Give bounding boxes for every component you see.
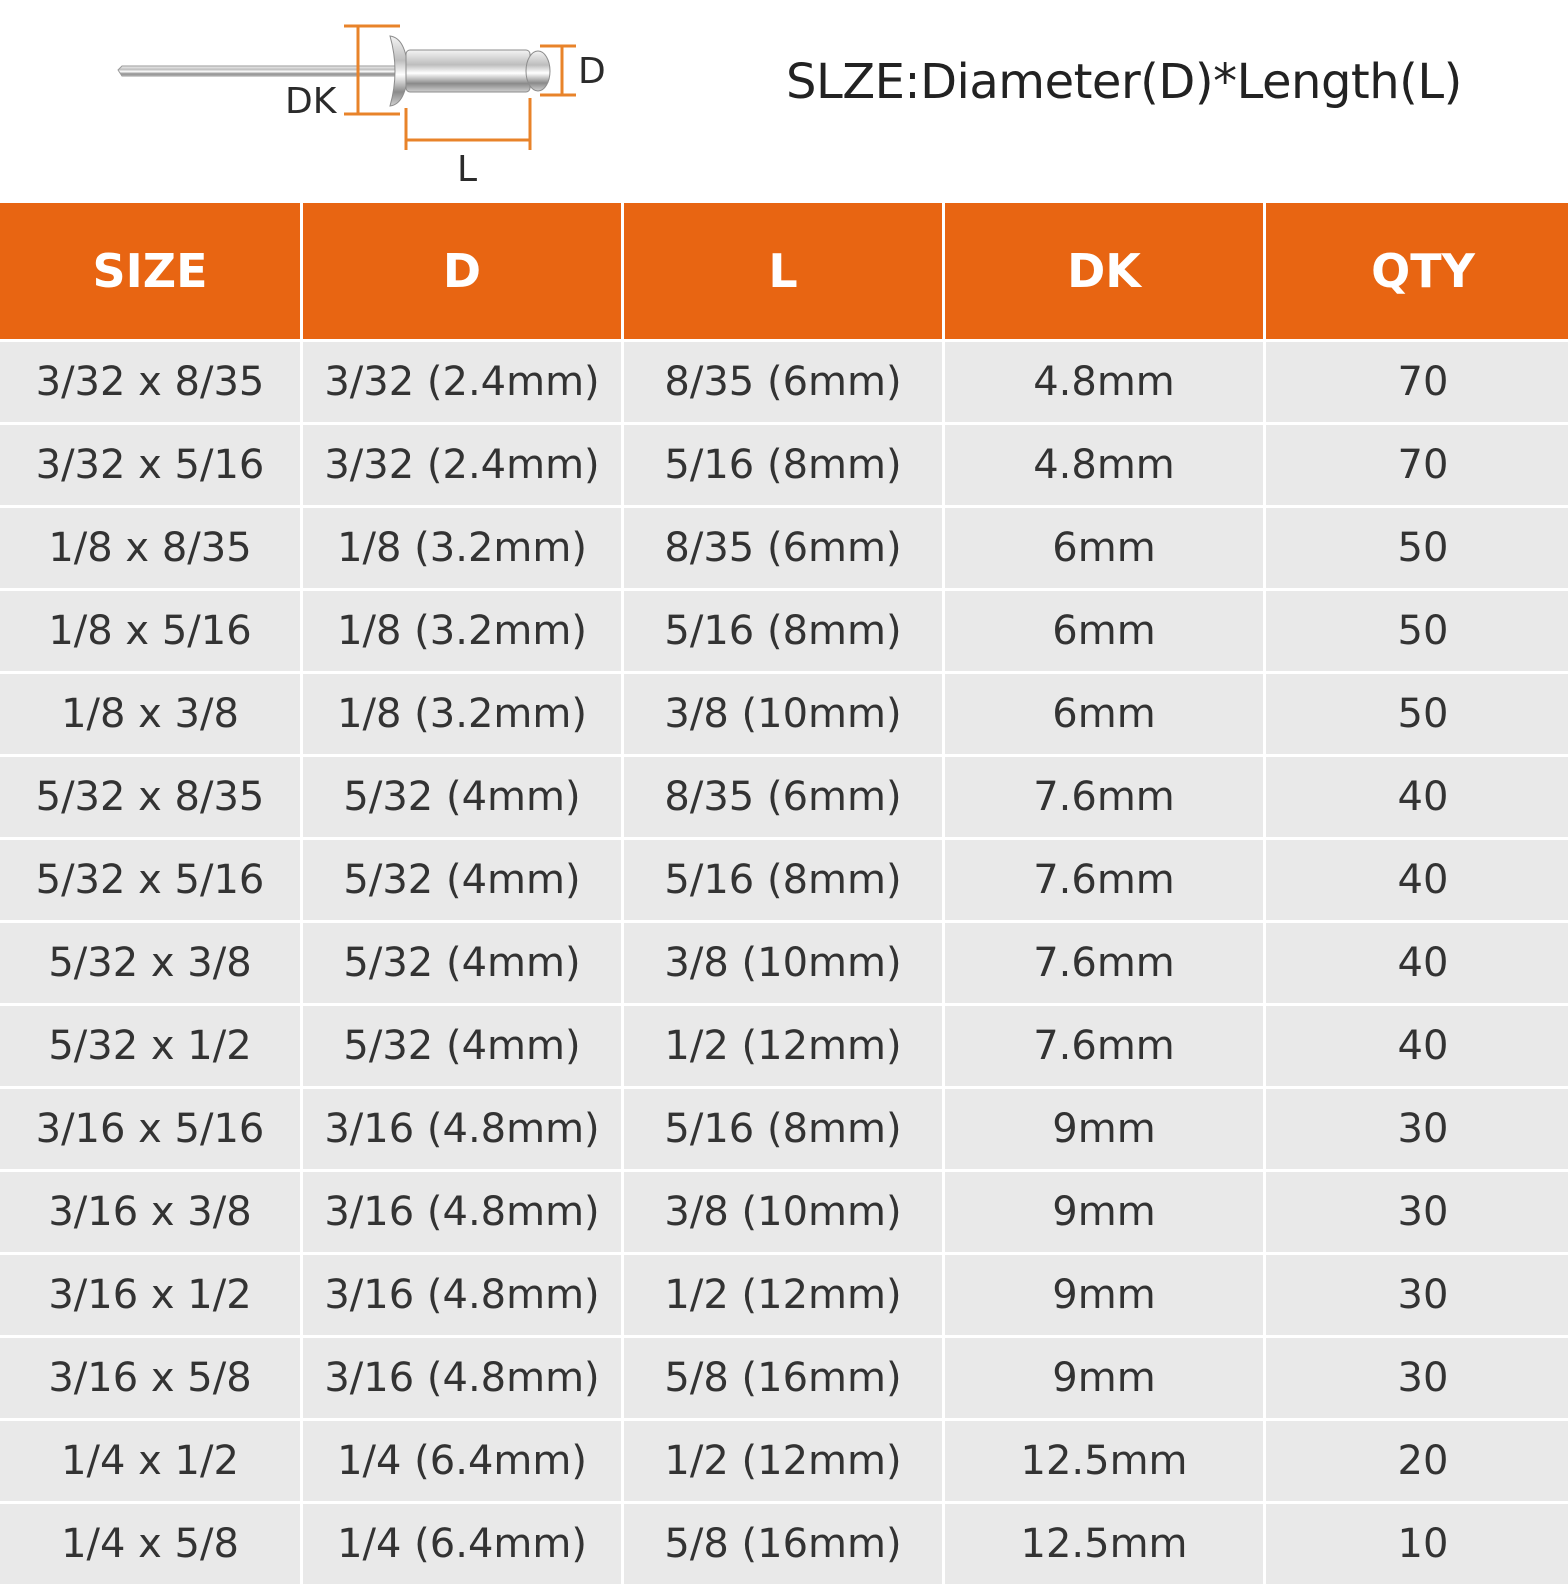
cell-dk: 4.8mm (945, 425, 1263, 505)
header-qty: QTY (1266, 203, 1568, 339)
cell-qty: 30 (1266, 1255, 1568, 1335)
cell-dk: 7.6mm (945, 923, 1263, 1003)
cell-dk: 9mm (945, 1172, 1263, 1252)
l-label: L (457, 149, 478, 190)
cell-l: 1/2 (12mm) (624, 1006, 942, 1086)
cell-l: 1/2 (12mm) (624, 1421, 942, 1501)
cell-qty: 20 (1266, 1421, 1568, 1501)
cell-d: 5/32 (4mm) (303, 923, 621, 1003)
cell-size: 3/16 x 3/8 (0, 1172, 300, 1252)
cell-l: 3/8 (10mm) (624, 923, 942, 1003)
cell-qty: 50 (1266, 674, 1568, 754)
cell-d: 1/8 (3.2mm) (303, 674, 621, 754)
cell-d: 3/16 (4.8mm) (303, 1338, 621, 1418)
table-row (0, 1172, 1568, 1252)
cell-size: 5/32 x 8/35 (0, 757, 300, 837)
cell-qty: 40 (1266, 923, 1568, 1003)
cell-size: 5/32 x 5/16 (0, 840, 300, 920)
cell-size: 1/4 x 5/8 (0, 1504, 300, 1584)
cell-dk: 12.5mm (945, 1421, 1263, 1501)
table-row (0, 757, 1568, 837)
cell-size: 5/32 x 3/8 (0, 923, 300, 1003)
cell-d: 5/32 (4mm) (303, 840, 621, 920)
cell-d: 3/32 (2.4mm) (303, 342, 621, 422)
cell-dk: 6mm (945, 591, 1263, 671)
cell-qty: 50 (1266, 591, 1568, 671)
table-row (0, 508, 1568, 588)
cell-qty: 70 (1266, 342, 1568, 422)
cell-d: 1/8 (3.2mm) (303, 591, 621, 671)
cell-qty: 50 (1266, 508, 1568, 588)
cell-qty: 40 (1266, 757, 1568, 837)
cell-l: 5/16 (8mm) (624, 591, 942, 671)
cell-d: 3/16 (4.8mm) (303, 1255, 621, 1335)
cell-l: 5/16 (8mm) (624, 425, 942, 505)
cell-dk: 9mm (945, 1255, 1263, 1335)
size-table-header (0, 203, 1568, 339)
table-row (0, 1504, 1568, 1584)
cell-dk: 12.5mm (945, 1504, 1263, 1584)
table-row (0, 674, 1568, 754)
cell-size: 5/32 x 1/2 (0, 1006, 300, 1086)
header-size: SIZE (0, 203, 300, 339)
cell-qty: 10 (1266, 1504, 1568, 1584)
cell-dk: 7.6mm (945, 1006, 1263, 1086)
table-row (0, 923, 1568, 1003)
table-row (0, 591, 1568, 671)
table-row (0, 840, 1568, 920)
cell-size: 3/32 x 8/35 (0, 342, 300, 422)
cell-size: 3/16 x 1/2 (0, 1255, 300, 1335)
header-dk: DK (945, 203, 1263, 339)
cell-d: 1/4 (6.4mm) (303, 1421, 621, 1501)
table-row (0, 1338, 1568, 1418)
cell-l: 8/35 (6mm) (624, 508, 942, 588)
cell-l: 8/35 (6mm) (624, 342, 942, 422)
cell-size: 1/8 x 8/35 (0, 508, 300, 588)
cell-size: 3/32 x 5/16 (0, 425, 300, 505)
cell-d: 1/8 (3.2mm) (303, 508, 621, 588)
cell-l: 5/16 (8mm) (624, 840, 942, 920)
cell-l: 5/8 (16mm) (624, 1504, 942, 1584)
cell-d: 3/16 (4.8mm) (303, 1172, 621, 1252)
size-table-body (0, 342, 1568, 1587)
cell-l: 5/8 (16mm) (624, 1338, 942, 1418)
cell-qty: 70 (1266, 425, 1568, 505)
cell-dk: 6mm (945, 508, 1263, 588)
cell-l: 5/16 (8mm) (624, 1089, 942, 1169)
cell-d: 1/4 (6.4mm) (303, 1504, 621, 1584)
cell-size: 3/16 x 5/16 (0, 1089, 300, 1169)
cell-qty: 40 (1266, 840, 1568, 920)
cell-size: 1/4 x 1/2 (0, 1421, 300, 1501)
cell-l: 3/8 (10mm) (624, 674, 942, 754)
cell-l: 8/35 (6mm) (624, 757, 942, 837)
rivet-diagram (100, 18, 640, 198)
cell-dk: 7.6mm (945, 840, 1263, 920)
table-row (0, 1006, 1568, 1086)
header-area (0, 0, 1568, 203)
d-label: D (578, 51, 606, 92)
table-row (0, 425, 1568, 505)
table-row (0, 1421, 1568, 1501)
cell-dk: 9mm (945, 1338, 1263, 1418)
cell-qty: 30 (1266, 1338, 1568, 1418)
table-row (0, 1255, 1568, 1335)
dk-label: DK (285, 81, 337, 122)
cell-dk: 9mm (945, 1089, 1263, 1169)
table-row (0, 342, 1568, 422)
cell-qty: 40 (1266, 1006, 1568, 1086)
cell-d: 5/32 (4mm) (303, 1006, 621, 1086)
cell-l: 1/2 (12mm) (624, 1255, 942, 1335)
cell-qty: 30 (1266, 1089, 1568, 1169)
cell-l: 3/8 (10mm) (624, 1172, 942, 1252)
cell-size: 3/16 x 5/8 (0, 1338, 300, 1418)
cell-size: 1/8 x 3/8 (0, 674, 300, 754)
cell-d: 3/32 (2.4mm) (303, 425, 621, 505)
table-row (0, 1089, 1568, 1169)
cell-d: 3/16 (4.8mm) (303, 1089, 621, 1169)
header-d: D (303, 203, 621, 339)
size-formula-title: SLZE:Diameter(D)*Length(L) (786, 54, 1462, 110)
cell-qty: 30 (1266, 1172, 1568, 1252)
cell-d: 5/32 (4mm) (303, 757, 621, 837)
rivet-icon (100, 18, 640, 198)
cell-dk: 4.8mm (945, 342, 1263, 422)
cell-dk: 7.6mm (945, 757, 1263, 837)
cell-size: 1/8 x 5/16 (0, 591, 300, 671)
header-l: L (624, 203, 942, 339)
cell-dk: 6mm (945, 674, 1263, 754)
